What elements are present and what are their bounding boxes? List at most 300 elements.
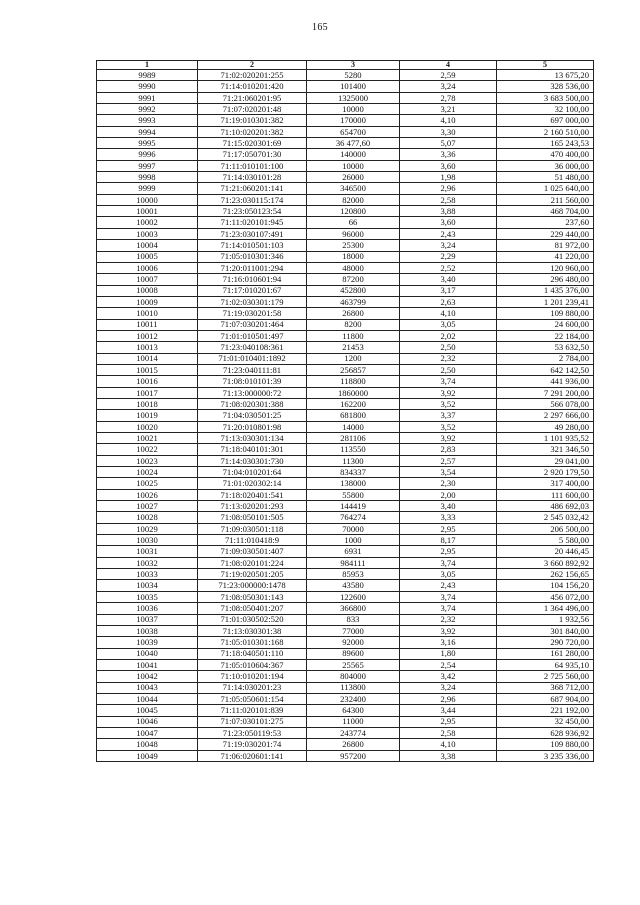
area-cell: 232400 bbox=[307, 693, 400, 704]
rate-cell: 3,37 bbox=[400, 410, 497, 421]
table-row bbox=[97, 274, 594, 285]
table-row bbox=[97, 240, 594, 251]
area-cell: 138000 bbox=[307, 478, 400, 489]
value-cell: 2 920 179,50 bbox=[497, 467, 594, 478]
area-cell: 11300 bbox=[307, 455, 400, 466]
table-row bbox=[97, 591, 594, 602]
rate-cell: 4,10 bbox=[400, 115, 497, 126]
cadastral-number-cell: 71:23:030115:174 bbox=[198, 194, 307, 205]
area-cell: 6931 bbox=[307, 546, 400, 557]
value-cell: 49 280,00 bbox=[497, 421, 594, 432]
row-number-cell: 10013 bbox=[97, 342, 198, 353]
table-row bbox=[97, 285, 594, 296]
area-cell: 681800 bbox=[307, 410, 400, 421]
value-cell: 120 960,00 bbox=[497, 262, 594, 273]
row-number-cell: 10017 bbox=[97, 387, 198, 398]
value-cell: 3 683 500,00 bbox=[497, 92, 594, 103]
row-number-cell: 10019 bbox=[97, 410, 198, 421]
row-number-cell: 9996 bbox=[97, 149, 198, 160]
value-cell: 41 220,00 bbox=[497, 251, 594, 262]
row-number-cell: 10007 bbox=[97, 274, 198, 285]
row-number-cell: 10004 bbox=[97, 240, 198, 251]
cadastral-number-cell: 71:14:030301:730 bbox=[198, 455, 307, 466]
cadastral-number-cell: 71:10:020201:382 bbox=[198, 126, 307, 137]
table-row bbox=[97, 398, 594, 409]
rate-cell: 2,57 bbox=[400, 455, 497, 466]
area-cell: 77000 bbox=[307, 625, 400, 636]
cadastral-number-cell: 71:19:030201:58 bbox=[198, 308, 307, 319]
cadastral-number-cell: 71:17:050701:30 bbox=[198, 149, 307, 160]
row-number-cell: 10011 bbox=[97, 319, 198, 330]
rate-cell: 3,21 bbox=[400, 104, 497, 115]
table-body bbox=[97, 70, 594, 762]
area-cell: 55800 bbox=[307, 489, 400, 500]
area-cell: 1325000 bbox=[307, 92, 400, 103]
cadastral-number-cell: 71:05:010301:168 bbox=[198, 637, 307, 648]
table-row bbox=[97, 194, 594, 205]
cadastral-number-cell: 71:23:040111:81 bbox=[198, 364, 307, 375]
area-cell: 1860000 bbox=[307, 387, 400, 398]
rate-cell: 8,17 bbox=[400, 535, 497, 546]
row-number-cell: 9994 bbox=[97, 126, 198, 137]
area-cell: 804000 bbox=[307, 671, 400, 682]
area-cell: 14000 bbox=[307, 421, 400, 432]
area-cell: 92000 bbox=[307, 637, 400, 648]
table-row bbox=[97, 546, 594, 557]
value-cell: 1 025 640,00 bbox=[497, 183, 594, 194]
table-row bbox=[97, 149, 594, 160]
area-cell: 118800 bbox=[307, 376, 400, 387]
rate-cell: 3,74 bbox=[400, 591, 497, 602]
rate-cell: 3,74 bbox=[400, 557, 497, 568]
table-row bbox=[97, 671, 594, 682]
row-number-cell: 10027 bbox=[97, 501, 198, 512]
table-row bbox=[97, 172, 594, 183]
value-cell: 211 560,00 bbox=[497, 194, 594, 205]
value-cell: 5 580,00 bbox=[497, 535, 594, 546]
value-cell: 36 000,00 bbox=[497, 160, 594, 171]
table-row bbox=[97, 376, 594, 387]
value-cell: 697 000,00 bbox=[497, 115, 594, 126]
column-header-3: 3 bbox=[307, 61, 400, 70]
rate-cell: 3,60 bbox=[400, 217, 497, 228]
column-header-4: 4 bbox=[400, 61, 497, 70]
value-cell: 1 101 935,52 bbox=[497, 433, 594, 444]
value-cell: 104 156,20 bbox=[497, 580, 594, 591]
cadastral-number-cell: 71:20:011001:294 bbox=[198, 262, 307, 273]
cadastral-number-cell: 71:21:060201:95 bbox=[198, 92, 307, 103]
rate-cell: 2,95 bbox=[400, 716, 497, 727]
row-number-cell: 10026 bbox=[97, 489, 198, 500]
rate-cell: 3,52 bbox=[400, 398, 497, 409]
table-row bbox=[97, 217, 594, 228]
cadastral-number-cell: 71:06:020601:141 bbox=[198, 750, 307, 761]
rate-cell: 2,95 bbox=[400, 546, 497, 557]
table-row bbox=[97, 512, 594, 523]
value-cell: 328 536,00 bbox=[497, 81, 594, 92]
table-row bbox=[97, 614, 594, 625]
rate-cell: 3,92 bbox=[400, 625, 497, 636]
column-header-5: 5 bbox=[497, 61, 594, 70]
value-cell: 53 632,50 bbox=[497, 342, 594, 353]
area-cell: 243774 bbox=[307, 727, 400, 738]
area-cell: 85953 bbox=[307, 569, 400, 580]
row-number-cell: 9990 bbox=[97, 81, 198, 92]
cadastral-number-cell: 71:01:010501:497 bbox=[198, 330, 307, 341]
cadastral-number-cell: 71:14:010201:420 bbox=[198, 81, 307, 92]
table-row bbox=[97, 682, 594, 693]
rate-cell: 2,43 bbox=[400, 228, 497, 239]
rate-cell: 2,95 bbox=[400, 523, 497, 534]
value-cell: 301 840,00 bbox=[497, 625, 594, 636]
value-cell: 221 192,00 bbox=[497, 705, 594, 716]
cadastral-number-cell: 71:04:030501:25 bbox=[198, 410, 307, 421]
value-cell: 290 720,00 bbox=[497, 637, 594, 648]
row-number-cell: 10041 bbox=[97, 659, 198, 670]
row-number-cell: 10046 bbox=[97, 716, 198, 727]
row-number-cell: 10029 bbox=[97, 523, 198, 534]
row-number-cell: 10048 bbox=[97, 739, 198, 750]
area-cell: 70000 bbox=[307, 523, 400, 534]
value-cell: 2 784,00 bbox=[497, 353, 594, 364]
value-cell: 206 500,00 bbox=[497, 523, 594, 534]
area-cell: 764274 bbox=[307, 512, 400, 523]
value-cell: 109 880,00 bbox=[497, 739, 594, 750]
cadastral-number-cell: 71:23:050119:53 bbox=[198, 727, 307, 738]
table-row bbox=[97, 126, 594, 137]
cadastral-number-cell: 71:15:020301:69 bbox=[198, 138, 307, 149]
rate-cell: 3,24 bbox=[400, 240, 497, 251]
area-cell: 463799 bbox=[307, 296, 400, 307]
rate-cell: 3,44 bbox=[400, 705, 497, 716]
area-cell: 140000 bbox=[307, 149, 400, 160]
cadastral-number-cell: 71:05:010604:367 bbox=[198, 659, 307, 670]
row-number-cell: 10044 bbox=[97, 693, 198, 704]
table-row bbox=[97, 501, 594, 512]
rate-cell: 2,54 bbox=[400, 659, 497, 670]
area-cell: 654700 bbox=[307, 126, 400, 137]
rate-cell: 2,50 bbox=[400, 364, 497, 375]
cadastral-number-cell: 71:07:030101:275 bbox=[198, 716, 307, 727]
rate-cell: 3,88 bbox=[400, 206, 497, 217]
area-cell: 113800 bbox=[307, 682, 400, 693]
cadastral-number-cell: 71:01:030502:520 bbox=[198, 614, 307, 625]
rate-cell: 3,24 bbox=[400, 682, 497, 693]
cadastral-number-cell: 71:08:050401:207 bbox=[198, 603, 307, 614]
cadastral-number-cell: 71:05:050601:154 bbox=[198, 693, 307, 704]
rate-cell: 3,24 bbox=[400, 81, 497, 92]
rate-cell: 3,16 bbox=[400, 637, 497, 648]
cadastral-number-cell: 71:21:060201:141 bbox=[198, 183, 307, 194]
cadastral-number-cell: 71:13:030301:38 bbox=[198, 625, 307, 636]
table-row bbox=[97, 523, 594, 534]
table-row bbox=[97, 603, 594, 614]
cadastral-number-cell: 71:20:010801:98 bbox=[198, 421, 307, 432]
area-cell: 346500 bbox=[307, 183, 400, 194]
row-number-cell: 9992 bbox=[97, 104, 198, 115]
area-cell: 36 477,60 bbox=[307, 138, 400, 149]
row-number-cell: 10008 bbox=[97, 285, 198, 296]
value-cell: 64 935,10 bbox=[497, 659, 594, 670]
rate-cell: 1,80 bbox=[400, 648, 497, 659]
rate-cell: 4,10 bbox=[400, 739, 497, 750]
rate-cell: 2,52 bbox=[400, 262, 497, 273]
row-number-cell: 10035 bbox=[97, 591, 198, 602]
cadastral-number-cell: 71:01:020302:14 bbox=[198, 478, 307, 489]
rate-cell: 3,05 bbox=[400, 319, 497, 330]
table-row bbox=[97, 489, 594, 500]
table-row bbox=[97, 115, 594, 126]
area-cell: 25300 bbox=[307, 240, 400, 251]
table-row bbox=[97, 557, 594, 568]
area-cell: 1000 bbox=[307, 535, 400, 546]
value-cell: 2 545 032,42 bbox=[497, 512, 594, 523]
rate-cell: 2,00 bbox=[400, 489, 497, 500]
cadastral-number-cell: 71:19:020501:205 bbox=[198, 569, 307, 580]
row-number-cell: 10024 bbox=[97, 467, 198, 478]
table-row bbox=[97, 183, 594, 194]
area-cell: 26800 bbox=[307, 308, 400, 319]
value-cell: 24 600,00 bbox=[497, 319, 594, 330]
cadastral-number-cell: 71:14:030201:23 bbox=[198, 682, 307, 693]
table-row bbox=[97, 433, 594, 444]
row-number-cell: 9993 bbox=[97, 115, 198, 126]
row-number-cell: 10038 bbox=[97, 625, 198, 636]
value-cell: 321 346,50 bbox=[497, 444, 594, 455]
table-row bbox=[97, 353, 594, 364]
table-row bbox=[97, 727, 594, 738]
area-cell: 64300 bbox=[307, 705, 400, 716]
rate-cell: 2,63 bbox=[400, 296, 497, 307]
area-cell: 8200 bbox=[307, 319, 400, 330]
cadastral-number-cell: 71:18:040501:110 bbox=[198, 648, 307, 659]
rate-cell: 2,02 bbox=[400, 330, 497, 341]
value-cell: 470 400,00 bbox=[497, 149, 594, 160]
rate-cell: 3,60 bbox=[400, 160, 497, 171]
rate-cell: 2,58 bbox=[400, 194, 497, 205]
table-row bbox=[97, 637, 594, 648]
value-cell: 1 435 376,00 bbox=[497, 285, 594, 296]
rate-cell: 2,50 bbox=[400, 342, 497, 353]
column-header-1: 1 bbox=[97, 61, 198, 70]
cadastral-number-cell: 71:18:020401:541 bbox=[198, 489, 307, 500]
value-cell: 1 201 239,41 bbox=[497, 296, 594, 307]
cadastral-number-cell: 71:23:000000:1478 bbox=[198, 580, 307, 591]
row-number-cell: 9998 bbox=[97, 172, 198, 183]
cadastral-number-cell: 71:14:010501:103 bbox=[198, 240, 307, 251]
value-cell: 486 692,03 bbox=[497, 501, 594, 512]
rate-cell: 3,40 bbox=[400, 501, 497, 512]
row-number-cell: 10042 bbox=[97, 671, 198, 682]
rate-cell: 2,96 bbox=[400, 693, 497, 704]
cadastral-number-cell: 71:17:010201:67 bbox=[198, 285, 307, 296]
cadastral-number-cell: 71:09:030501:118 bbox=[198, 523, 307, 534]
area-cell: 21453 bbox=[307, 342, 400, 353]
value-cell: 13 675,20 bbox=[497, 70, 594, 81]
row-number-cell: 10003 bbox=[97, 228, 198, 239]
row-number-cell: 10000 bbox=[97, 194, 198, 205]
rate-cell: 3,52 bbox=[400, 421, 497, 432]
page-number: 165 bbox=[312, 22, 328, 33]
value-cell: 317 400,00 bbox=[497, 478, 594, 489]
rate-cell: 2,83 bbox=[400, 444, 497, 455]
rate-cell: 2,30 bbox=[400, 478, 497, 489]
table-row bbox=[97, 444, 594, 455]
value-cell: 237,60 bbox=[497, 217, 594, 228]
cadastral-number-cell: 71:13:000000:72 bbox=[198, 387, 307, 398]
cadastral-number-cell: 71:11:020101:945 bbox=[198, 217, 307, 228]
table-header bbox=[97, 61, 594, 70]
table-row bbox=[97, 716, 594, 727]
table-row bbox=[97, 569, 594, 580]
table-row bbox=[97, 693, 594, 704]
rate-cell: 3,36 bbox=[400, 149, 497, 160]
rate-cell: 3,30 bbox=[400, 126, 497, 137]
row-number-cell: 10032 bbox=[97, 557, 198, 568]
area-cell: 87200 bbox=[307, 274, 400, 285]
rate-cell: 3,40 bbox=[400, 274, 497, 285]
area-cell: 366800 bbox=[307, 603, 400, 614]
table-row bbox=[97, 739, 594, 750]
cadastral-number-cell: 71:11:010418:9 bbox=[198, 535, 307, 546]
rate-cell: 3,74 bbox=[400, 603, 497, 614]
rate-cell: 3,05 bbox=[400, 569, 497, 580]
area-cell: 82000 bbox=[307, 194, 400, 205]
area-cell: 5280 bbox=[307, 70, 400, 81]
row-number-cell: 10014 bbox=[97, 353, 198, 364]
table-row bbox=[97, 206, 594, 217]
cadastral-number-cell: 71:11:020101:839 bbox=[198, 705, 307, 716]
cadastral-number-cell: 71:08:010101:39 bbox=[198, 376, 307, 387]
cadastral-number-cell: 71:05:010301:346 bbox=[198, 251, 307, 262]
table-row bbox=[97, 319, 594, 330]
rate-cell: 1,98 bbox=[400, 172, 497, 183]
row-number-cell: 10005 bbox=[97, 251, 198, 262]
row-number-cell: 10049 bbox=[97, 750, 198, 761]
table-row bbox=[97, 625, 594, 636]
table-row bbox=[97, 262, 594, 273]
rate-cell: 2,32 bbox=[400, 353, 497, 364]
value-cell: 3 235 336,00 bbox=[497, 750, 594, 761]
area-cell: 122600 bbox=[307, 591, 400, 602]
row-number-cell: 10031 bbox=[97, 546, 198, 557]
value-cell: 109 880,00 bbox=[497, 308, 594, 319]
row-number-cell: 10001 bbox=[97, 206, 198, 217]
value-cell: 456 072,00 bbox=[497, 591, 594, 602]
row-number-cell: 9999 bbox=[97, 183, 198, 194]
cadastral-number-cell: 71:18:040101:301 bbox=[198, 444, 307, 455]
table-row bbox=[97, 104, 594, 115]
rate-cell: 3,74 bbox=[400, 376, 497, 387]
value-cell: 687 904,00 bbox=[497, 693, 594, 704]
value-cell: 2 160 510,00 bbox=[497, 126, 594, 137]
area-cell: 120800 bbox=[307, 206, 400, 217]
value-cell: 368 712,00 bbox=[497, 682, 594, 693]
table-row bbox=[97, 580, 594, 591]
table-row bbox=[97, 467, 594, 478]
cadastral-number-cell: 71:11:010101:100 bbox=[198, 160, 307, 171]
row-number-cell: 10028 bbox=[97, 512, 198, 523]
value-cell: 2 725 560,00 bbox=[497, 671, 594, 682]
table-row bbox=[97, 138, 594, 149]
rate-cell: 5,07 bbox=[400, 138, 497, 149]
value-cell: 1 364 496,00 bbox=[497, 603, 594, 614]
row-number-cell: 10018 bbox=[97, 398, 198, 409]
value-cell: 468 704,00 bbox=[497, 206, 594, 217]
cadastral-number-cell: 71:09:030501:407 bbox=[198, 546, 307, 557]
cadastral-number-cell: 71:01:010401:1892 bbox=[198, 353, 307, 364]
area-cell: 66 bbox=[307, 217, 400, 228]
cadastral-number-cell: 71:08:050101:505 bbox=[198, 512, 307, 523]
area-cell: 11000 bbox=[307, 716, 400, 727]
row-number-cell: 10022 bbox=[97, 444, 198, 455]
cadastral-number-cell: 71:07:020201:48 bbox=[198, 104, 307, 115]
cadastral-number-cell: 71:04:010201:64 bbox=[198, 467, 307, 478]
cadastral-number-cell: 71:16:010601:94 bbox=[198, 274, 307, 285]
rate-cell: 2,78 bbox=[400, 92, 497, 103]
cadastral-number-cell: 71:19:010301:382 bbox=[198, 115, 307, 126]
area-cell: 984111 bbox=[307, 557, 400, 568]
rate-cell: 2,29 bbox=[400, 251, 497, 262]
table-row bbox=[97, 478, 594, 489]
row-number-cell: 10039 bbox=[97, 637, 198, 648]
row-number-cell: 10034 bbox=[97, 580, 198, 591]
value-cell: 32 100,00 bbox=[497, 104, 594, 115]
value-cell: 161 280,00 bbox=[497, 648, 594, 659]
table-row bbox=[97, 750, 594, 761]
cadastral-number-cell: 71:13:020201:293 bbox=[198, 501, 307, 512]
table-row bbox=[97, 92, 594, 103]
value-cell: 29 041,00 bbox=[497, 455, 594, 466]
header-row bbox=[97, 61, 594, 70]
area-cell: 1200 bbox=[307, 353, 400, 364]
cadastral-number-cell: 71:23:030107:491 bbox=[198, 228, 307, 239]
area-cell: 43580 bbox=[307, 580, 400, 591]
row-number-cell: 10012 bbox=[97, 330, 198, 341]
value-cell: 296 480,00 bbox=[497, 274, 594, 285]
area-cell: 833 bbox=[307, 614, 400, 625]
cadastral-number-cell: 71:08:050301:143 bbox=[198, 591, 307, 602]
rate-cell: 3,38 bbox=[400, 750, 497, 761]
area-cell: 281106 bbox=[307, 433, 400, 444]
area-cell: 25565 bbox=[307, 659, 400, 670]
row-number-cell: 10015 bbox=[97, 364, 198, 375]
cadastral-number-cell: 71:14:030101:28 bbox=[198, 172, 307, 183]
row-number-cell: 10040 bbox=[97, 648, 198, 659]
value-cell: 2 297 666,00 bbox=[497, 410, 594, 421]
row-number-cell: 10020 bbox=[97, 421, 198, 432]
rate-cell: 2,96 bbox=[400, 183, 497, 194]
row-number-cell: 10021 bbox=[97, 433, 198, 444]
table-row bbox=[97, 455, 594, 466]
row-number-cell: 10009 bbox=[97, 296, 198, 307]
rate-cell: 4,10 bbox=[400, 308, 497, 319]
row-number-cell: 9995 bbox=[97, 138, 198, 149]
area-cell: 96000 bbox=[307, 228, 400, 239]
value-cell: 229 440,00 bbox=[497, 228, 594, 239]
area-cell: 89600 bbox=[307, 648, 400, 659]
cadastral-number-cell: 71:02:020201:255 bbox=[198, 70, 307, 81]
table-row bbox=[97, 251, 594, 262]
area-cell: 18000 bbox=[307, 251, 400, 262]
cadastral-number-cell: 71:19:030201:74 bbox=[198, 739, 307, 750]
row-number-cell: 10045 bbox=[97, 705, 198, 716]
table-row bbox=[97, 330, 594, 341]
rate-cell: 3,92 bbox=[400, 433, 497, 444]
row-number-cell: 10016 bbox=[97, 376, 198, 387]
table-row bbox=[97, 228, 594, 239]
area-cell: 10000 bbox=[307, 160, 400, 171]
